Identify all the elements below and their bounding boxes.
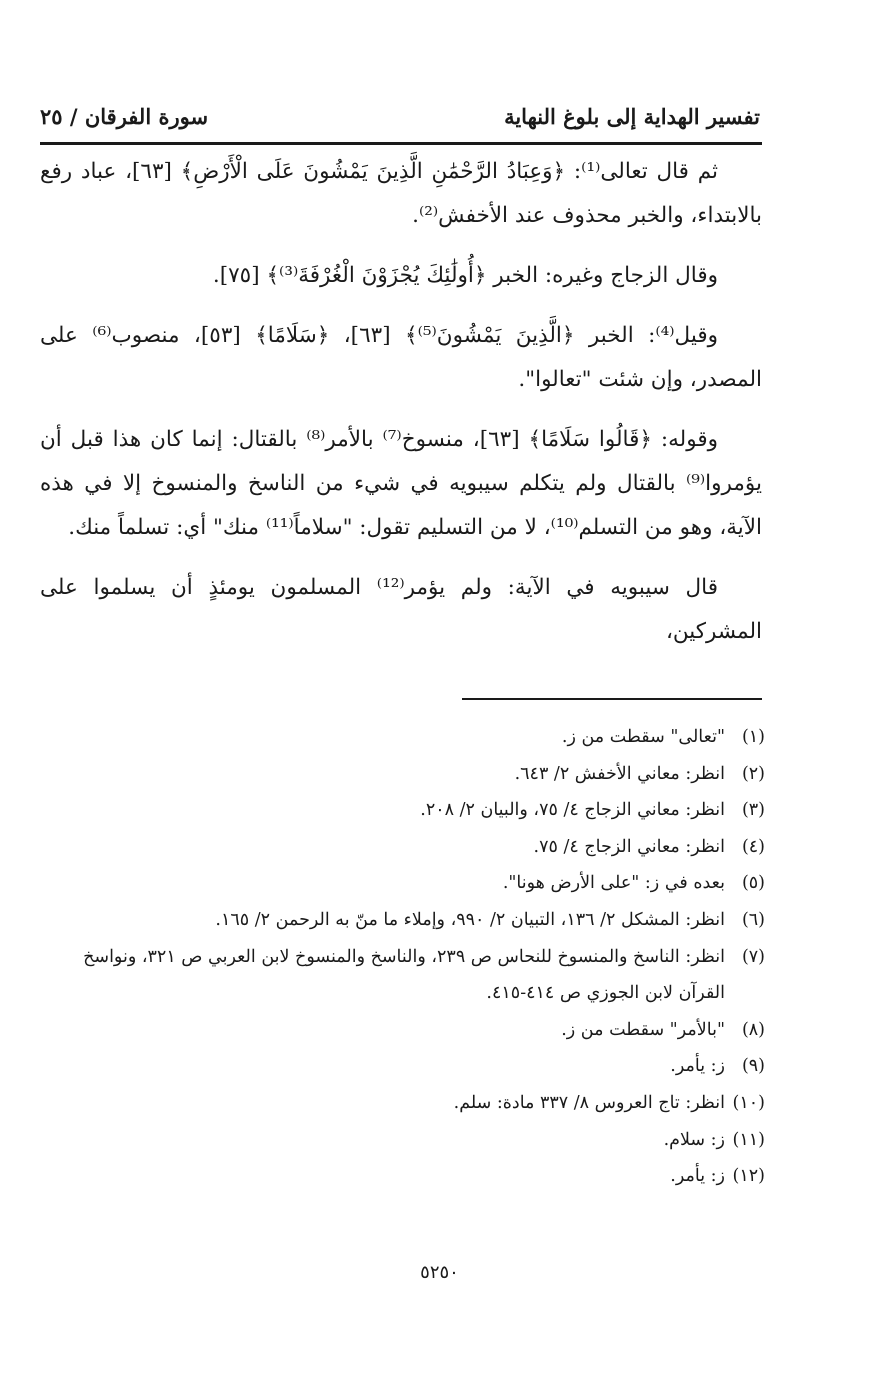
paragraph: وقال الزجاج وغيره: الخبر ﴿أُولَٰئِكَ يُجْزَوْنَ الْغُرْفَةَ⁽³⁾﴾ [٧٥].: [212, 263, 718, 288]
footnote-text: بعده في ز: "على الأرض هونا".: [502, 873, 725, 894]
footnotes: [40, 719, 765, 1195]
footnote: [40, 792, 765, 829]
footnote-text: ز: يأمر.: [670, 1166, 725, 1187]
footnote-number: (٢): [741, 763, 765, 784]
footnote: [40, 719, 765, 756]
footnote-text: انظر: معاني الزجاج ٤/ ٧٥.: [533, 836, 725, 857]
footnote-number: (٨): [741, 1019, 765, 1040]
footnote-number: (٩): [741, 1056, 765, 1077]
footnote-text: ز: يأمر.: [670, 1056, 725, 1077]
page-header: [40, 96, 760, 136]
footnote: [40, 1012, 765, 1049]
main-text: [40, 150, 762, 670]
footnote-number: (٣): [741, 800, 765, 821]
surah-label: سورة الفرقان / ٢٥: [40, 103, 209, 129]
footnote-text: ز: سلام.: [663, 1129, 725, 1150]
footnote: [40, 829, 765, 866]
footnote-number: (٤): [741, 836, 765, 857]
footnote-text: "بالأمر" سقطت من ز.: [561, 1019, 725, 1040]
paragraph: قال سيبويه في الآية: ولم يؤمر⁽¹²⁾ المسلمون يومئذٍ أن يسلموا على المشركين،: [40, 575, 762, 644]
footnote-number: (٦): [741, 909, 765, 930]
footnote-text: انظر: معاني الزجاج ٤/ ٧٥، والبيان ٢/ ٢٠٨.: [420, 800, 725, 821]
footnote: [40, 756, 765, 793]
footnote: [40, 1158, 765, 1195]
footnote-separator: [462, 698, 762, 700]
footnote-text: "تعالى" سقطت من ز.: [561, 727, 725, 747]
footnote-text: انظر: المشكل ٢/ ١٣٦، التبيان ٢/ ٩٩٠، وإملاء ما منّ به الرحمن ٢/ ١٦٥.: [215, 909, 725, 930]
header-rule: [40, 142, 762, 145]
footnote-number: (٥): [741, 873, 765, 894]
footnote: [40, 865, 765, 902]
book-title: تفسير الهداية إلى بلوغ النهاية: [504, 103, 760, 129]
footnote-number: (١١): [732, 1129, 765, 1150]
footnote: [40, 1085, 765, 1122]
page-number: ٥٢٥٠: [420, 1262, 459, 1283]
footnote: [40, 1048, 765, 1085]
footnote-number: (١): [741, 727, 765, 747]
footnote-text: انظر: تاج العروس ٨/ ٣٣٧ مادة: سلم.: [453, 1092, 725, 1113]
footnote: [40, 939, 765, 1012]
footnote-number: (١٢): [732, 1166, 765, 1187]
footnote: [40, 902, 765, 939]
paragraph: ثم قال تعالى⁽¹⁾: ﴿وَعِبَادُ الرَّحْمَٰنِ الَّذِينَ يَمْشُونَ عَلَى الْأَرْضِ﴾ [٦٣]، عباد رفع بالابتداء، والخبر محذوف عند الأخفش⁽²⁾.: [40, 159, 762, 228]
footnote-text: انظر: معاني الأخفش ٢/ ٦٤٣.: [514, 763, 725, 784]
footnote-text: انظر: الناسخ والمنسوخ للنحاس ص ٢٣٩، والناسخ والمنسوخ لابن العربي ص ٣٢١، ونواسخ القرآن لابن الجوزي ص ٤١٤-٤١٥.: [83, 946, 725, 1004]
footnote-number: (١٠): [732, 1092, 765, 1113]
footnote-number: (٧): [741, 946, 765, 967]
paragraph: وقيل⁽⁴⁾: الخبر ﴿الَّذِينَ يَمْشُونَ⁽⁵⁾﴾ [٦٣]، ﴿سَلَامًا﴾ [٥٣]، منصوب⁽⁶⁾ على المصدر، وإن شئت "تعالوا".: [40, 323, 762, 392]
paragraph: وقوله: ﴿قَالُوا سَلَامًا﴾ [٦٣]، منسوخ⁽⁷⁾ بالأمر⁽⁸⁾ بالقتال: إنما كان هذا قبل أن يؤمروا⁽⁹⁾ بالقتال ولم يتكلم سيبويه في شيء من الناسخ والمنسوخ إلا في هذه الآية، وهو من التسلم⁽¹⁰⁾، لا من التسليم تقول: "سلاماً⁽¹¹⁾ منك" أي: تسلماً منك.: [40, 427, 762, 540]
footnote: [40, 1122, 765, 1159]
